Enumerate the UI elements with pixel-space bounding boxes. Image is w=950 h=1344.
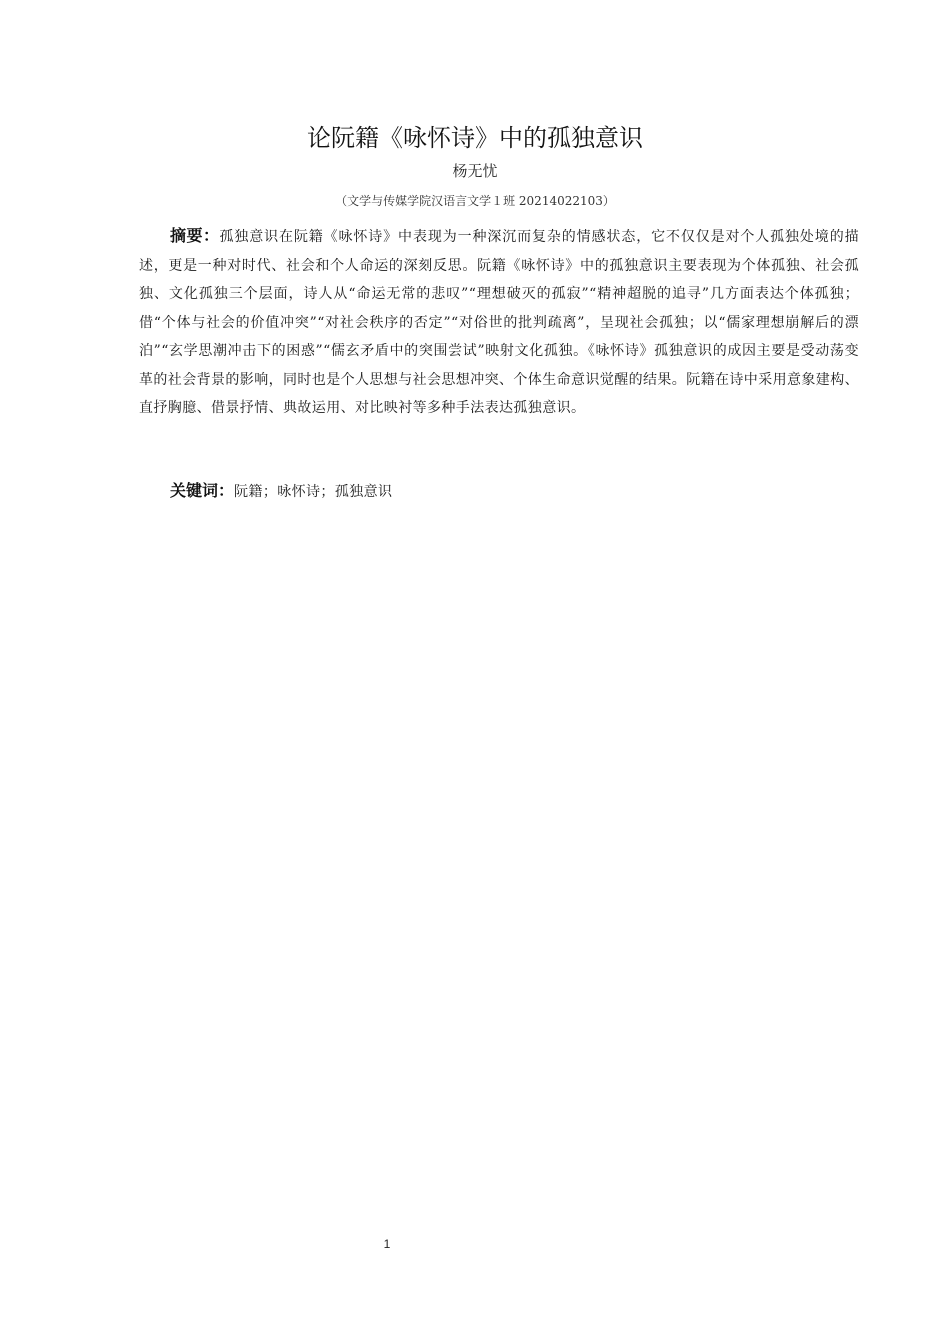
abstract-text: 孤独意识在阮籍《咏怀诗》中表现为一种深沉而复杂的情感状态，它不仅仅是对个人孤独处境的描述，更是一种对时代、社会和个人命运的深刻反思。阮籍《咏怀诗》中的孤独意识主要表现为个体孤独、社会孤独、文化孤独三个层面，诗人从“命运无常的悲叹”“理想破灭的孤寂”“精神超脱的追寻”几方面表达个体孤独；借“个体与社会的价值冲突”“对社会秩序的否定”“对俗世的批判疏离”，呈现社会孤独；以“儒家理想崩解后的漂泊”“玄学思潮冲击下的困惑”“儒玄矛盾中的突围尝试”映射文化孤独。《咏怀诗》孤独意识的成因主要是受动荡变革的社会背景的影响，同时也是个人思想与社会思想冲突、个体生命意识觉醒的结果。阮籍在诗中采用意象建构、直抒胸臆、借景抒情、典故运用、对比映衬等多种手法表达孤独意识。	[139, 229, 859, 416]
paper-title: 论阮籍《咏怀诗》中的孤独意识	[307, 124, 643, 152]
keywords-label: 关键词：	[170, 481, 235, 500]
keywords-text: 阮籍；咏怀诗；孤独意识	[234, 484, 393, 500]
abstract-label: 摘要：	[170, 226, 220, 245]
author-name: 杨无忧	[452, 162, 498, 180]
page-number: 1	[383, 1237, 391, 1251]
keywords-paragraph	[170, 477, 860, 506]
abstract-paragraph	[139, 222, 859, 423]
author-affiliation: （文学与传媒学院汉语言文学１班 20214022103）	[335, 194, 615, 208]
